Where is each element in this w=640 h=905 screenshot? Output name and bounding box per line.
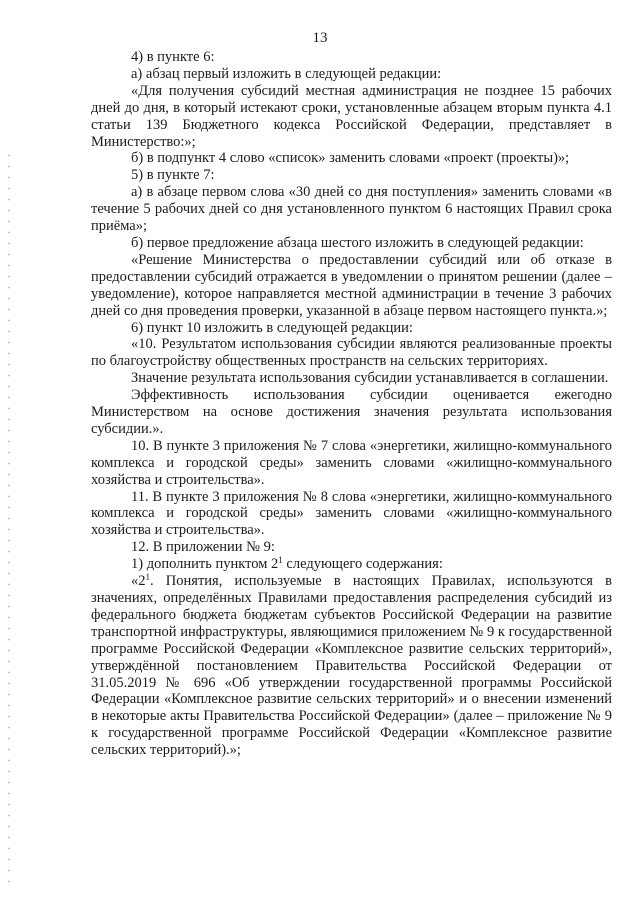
document-body [91,49,612,759]
paragraph-quote-subsidy-request: «Для получения субсидий местная администрация не позднее 15 рабочих дней до дня, в который истекают сроки, установленные абзацем вторым пункта 4.1 статьи 139 Бюджетного кодекса Российской Федерации, представляет в Министерство:»; [91,82,612,150]
paragraph-add-punkt-2-1 [91,556,612,573]
page-number: 13 [312,30,328,46]
paragraph-item-10-appendix-7: 10. В пункте 3 приложения № 7 слова «энергетики, жилищно-коммунального комплекса и городской среды» заменить словами «жилищно-коммунального хозяйства и строительства». [91,437,612,488]
quote-number: «2 [131,573,146,590]
paragraph-item-5-punkt-7: 5) в пункте 7: [131,167,215,184]
paragraph-efficiency: Эффективность использования субсидии оценивается ежегодно Министерством на основе достижения значения результата использования субсидии.». [91,387,612,437]
paragraph-subitem-b-spisok: б) в подпункт 4 слово «список» заменить словами «проект (проекты)»; [131,150,570,167]
quote-definitions-text: . Понятия, используемые в настоящих Правилах, используются в значениях, определённых Правилами предоставления распределения субсидий из федерального бюджета бюджетам субъектов Российской Федерации на развитие транспортной инфраструктуры, являющимися приложением № 9 к государственной программе Российской Федерации «Комплексное развитие сельских территорий», утверждённой постановлением Правительства Российской Федерации от 31.05.2019 № 696 «Об утверждении государственной программы Российской Федерации «Комплексное развитие сельских территорий» и о внесении изменений в некоторые акты Правительства Российской Федерации» (далее – приложение № 9 к государственной программе Российской Федерации «Комплексное развитие сельских территорий).»; [91,573,612,759]
scan-margin-dots [7,150,11,890]
paragraph-item-6-punkt-10: 6) пункт 10 изложить в следующей редакции: [131,319,413,336]
paragraph-quote-ministry-decision: «Решение Министерства о предоставлении субсидий или об отказе в предоставлении субсидий отражается в уведомлении о принятом решении (далее – уведомление), которое направляется местной администрации в течение 3 рабочих дней со дня проведения проверки, указанной в абзаце первом настоящего пункта.»; [91,251,612,319]
paragraph-item-11-appendix-8: 11. В пункте 3 приложения № 8 слова «энергетики, жилищно-коммунального комплекса и городской среды» заменить словами «жилищно-коммунального хозяйства и строительства». [91,488,612,539]
paragraph-subitem-a-abzac: а) абзац первый изложить в следующей редакции: [131,65,442,82]
superscript-one: 1 [145,572,150,583]
paragraph-quote-definitions [91,573,612,759]
paragraph-subitem-b-sixth-abzac: б) первое предложение абзаца шестого изложить в следующей редакции: [131,234,584,251]
paragraph-quote-result: «10. Результатом использования субсидии являются реализованные проекты по благоустройству общественных пространств на сельских территориях. [91,336,612,370]
superscript-one: 1 [278,555,283,566]
paragraph-item-4-punkt-6: 4) в пункте 6: [131,49,215,65]
paragraph-result-value: Значение результата использования субсидии устанавливается в соглашении. [131,370,609,387]
paragraph-add-punkt-tail: следующего содержания: [282,556,443,573]
paragraph-subitem-a-30-days: а) в абзаце первом слова «30 дней со дня поступления» заменить словами «в течение 5 рабочих дней со дня установленного пунктом 6 настоящих Правил срока приёма»; [91,184,612,235]
paragraph-item-12-appendix-9: 12. В приложении № 9: [131,539,275,556]
paragraph-add-punkt-text: 1) дополнить пунктом 2 [131,556,279,573]
